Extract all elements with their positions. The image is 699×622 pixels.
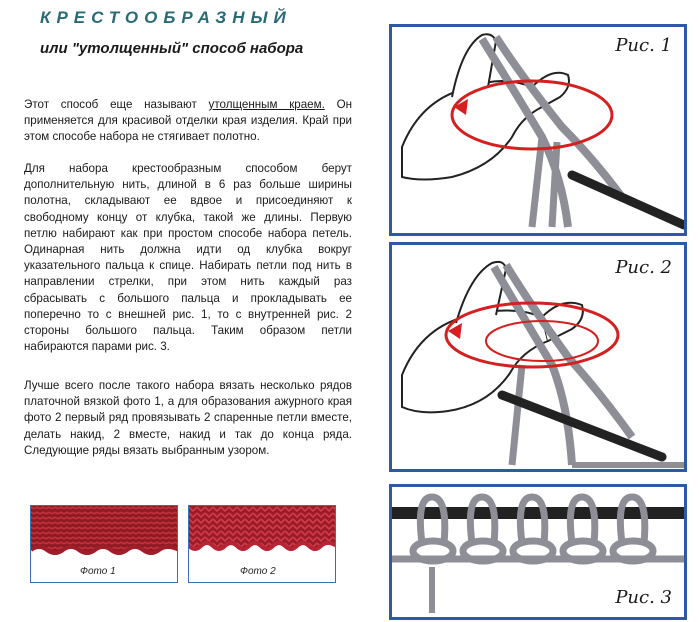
title-line-1: КРЕСТООБРАЗНЫЙ xyxy=(40,8,292,27)
title-line-2: или "утолщенный" способ набора xyxy=(40,40,304,57)
figure-2-label: Рис. 2 xyxy=(615,257,672,278)
figure-1-illustration xyxy=(392,27,684,233)
photo-1-caption: Фото 1 xyxy=(80,566,116,577)
paragraph-method: Для набора крестообразным способом берут дополнительную нить, длиной в 6 раз больше ширины полотна, складывают ее вдвое и присоединяют к свободному концу от клубка, такой же длины. Первую петлю набирают как при простом способе набора петель. Одинарная нить должна идти од клубка вокруг указательного пальца к спице. Набирать петли под нить в направлении стрелки, при этом нить каждый раз сбрасывать с большого пальца и прокладывать ее поперечно то с внешней рис. 1, то с внутренней рис. 2 стороны большого пальца. Таким образом петли набираются парами рис. 3. xyxy=(24,162,352,354)
paragraph-advice: Лучше всего после такого набора вязать несколько рядов платочной вязкой фото 1, а для образования ажурного края фото 2 первый ряд провязывать 2 спаренные петли вместе, делать накид, 2 вместе, накид и так до конца ряда. Следующие ряды вязать выбранным узором. xyxy=(24,379,352,457)
figure-3-panel xyxy=(389,484,687,620)
underlined-term: утолщенным краем. xyxy=(208,98,325,111)
figure-2-illustration xyxy=(392,245,684,469)
paragraph-intro: Этот способ еще называют утолщенным краем. Он применяется для красивой отделки края изделия. Край при этом способе набора не стягивает полотно. xyxy=(24,98,352,144)
figure-3-label: Рис. 3 xyxy=(615,587,672,608)
figure-2-panel xyxy=(389,242,687,472)
photo-2-caption: Фото 2 xyxy=(240,566,276,577)
figure-1-panel xyxy=(389,24,687,236)
figure-1-label: Рис. 1 xyxy=(615,35,672,56)
